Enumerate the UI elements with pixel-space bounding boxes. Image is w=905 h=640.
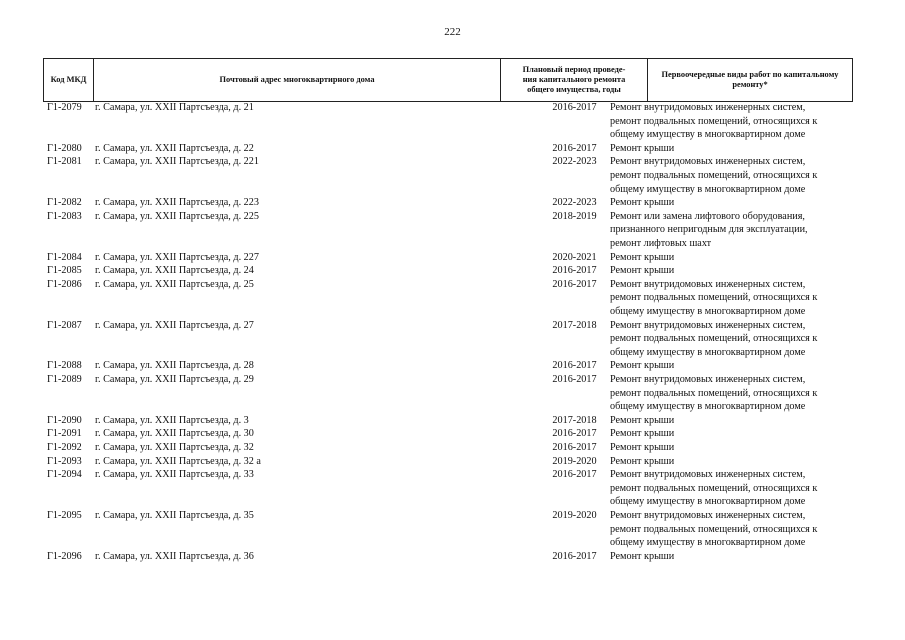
row-code: Г1-2085 — [47, 265, 82, 277]
row-works-line: Ремонт внутридомовых инженерных систем, — [610, 373, 806, 385]
row-code: Г1-2079 — [47, 102, 82, 113]
row-code: Г1-2081 — [47, 156, 82, 168]
row-code: Г1-2086 — [47, 278, 82, 290]
row-works — [610, 264, 674, 278]
row-period: 2016-2017 — [552, 469, 597, 481]
row-address: г. Самара, ул. XXII Партсъезда, д. 32 а — [95, 455, 261, 467]
row-address: г. Самара, ул. XXII Партсъезда, д. 33 — [95, 469, 254, 481]
row-works-line: Ремонт крыши — [610, 197, 675, 209]
row-address: г. Самара, ул. XXII Партсъезда, д. 28 — [95, 360, 254, 372]
row-works-line: Ремонт крыши — [610, 360, 675, 372]
row-works-line: ремонт подвальных помещений, относящихся к — [610, 169, 818, 181]
row-address: г. Самара, ул. XXII Партсъезда, д. 3 — [95, 414, 249, 426]
row-code: Г1-2082 — [47, 197, 82, 209]
row-address: г. Самара, ул. XXII Партсъезда, д. 221 — [95, 156, 259, 168]
row-works — [610, 319, 817, 360]
row-address: г. Самара, ул. XXII Партсъезда, д. 223 — [95, 197, 259, 209]
page-number: 222 — [444, 26, 461, 38]
row-works-line: общему имуществу в многоквартирном доме — [610, 537, 806, 549]
row-period: 2022-2023 — [552, 197, 597, 209]
row-code: Г1-2096 — [47, 550, 82, 562]
row-works — [610, 468, 817, 509]
row-works-line: общему имуществу в многоквартирном доме — [610, 401, 806, 413]
row-address: г. Самара, ул. XXII Партсъезда, д. 24 — [95, 265, 254, 277]
row-works-line: Ремонт крыши — [610, 142, 675, 154]
row-address: г. Самара, ул. XXII Партсъезда, д. 35 — [95, 509, 254, 521]
row-works-line: общему имуществу в многоквартирном доме — [610, 305, 806, 317]
row-period: 2020-2021 — [552, 251, 597, 263]
row-works — [610, 427, 674, 441]
row-address: г. Самара, ул. XXII Партсъезда, д. 36 — [95, 550, 254, 562]
table-row — [43, 101, 853, 142]
row-works-line: ремонт подвальных помещений, относящихся к — [610, 292, 818, 304]
row-code: Г1-2080 — [47, 142, 82, 154]
row-works — [610, 101, 817, 142]
header-period-line: ния капитального ремонта — [522, 75, 626, 84]
row-works-line: общему имуществу в многоквартирном доме — [610, 129, 806, 141]
row-address: г. Самара, ул. XXII Партсъезда, д. 32 — [95, 441, 254, 453]
row-works-line: ремонт лифтовых шахт — [610, 237, 712, 249]
row-works — [610, 441, 674, 455]
row-works-line: признанного непригодным для эксплуатации, — [610, 224, 808, 236]
row-period: 2017-2018 — [552, 414, 597, 426]
row-address: г. Самара, ул. XXII Партсъезда, д. 29 — [95, 373, 254, 385]
row-works-line: ремонт подвальных помещений, относящихся к — [610, 115, 818, 127]
row-works — [610, 155, 817, 196]
row-code: Г1-2090 — [47, 414, 82, 426]
row-works — [610, 359, 674, 373]
row-period: 2016-2017 — [552, 360, 597, 372]
row-period: 2016-2017 — [552, 102, 597, 113]
table-body — [43, 101, 853, 563]
row-works-line: ремонт подвальных помещений, относящихся к — [610, 387, 818, 399]
header-code: Код МКД — [43, 59, 94, 101]
row-code: Г1-2092 — [47, 441, 82, 453]
row-works — [610, 414, 674, 428]
row-works — [610, 210, 808, 251]
table-row — [43, 319, 853, 360]
row-works-line: Ремонт внутридомовых инженерных систем, — [610, 319, 806, 331]
table-row — [43, 550, 853, 564]
row-works-line: Ремонт или замена лифтового оборудования, — [610, 210, 805, 222]
row-works-line: Ремонт крыши — [610, 265, 675, 277]
table-row — [43, 196, 853, 210]
row-period: 2016-2017 — [552, 278, 597, 290]
row-code: Г1-2095 — [47, 509, 82, 521]
row-period: 2017-2018 — [552, 319, 597, 331]
row-works — [610, 550, 674, 564]
row-code: Г1-2091 — [47, 428, 82, 440]
row-address: г. Самара, ул. XXII Партсъезда, д. 25 — [95, 278, 254, 290]
row-address: г. Самара, ул. XXII Партсъезда, д. 22 — [95, 142, 254, 154]
table-row — [43, 509, 853, 550]
table-row — [43, 468, 853, 509]
row-code: Г1-2089 — [47, 373, 82, 385]
row-period: 2016-2017 — [552, 142, 597, 154]
table-row — [43, 427, 853, 441]
row-works — [610, 142, 674, 156]
header-works-line: Первоочередные виды работ по капитальному — [661, 70, 839, 79]
table-row — [43, 278, 853, 319]
header-period-line: Плановый период проведе- — [522, 65, 626, 74]
row-code: Г1-2083 — [47, 210, 82, 222]
row-code: Г1-2088 — [47, 360, 82, 372]
row-works-line: Ремонт крыши — [610, 550, 675, 562]
row-works-line: общему имуществу в многоквартирном доме — [610, 346, 806, 358]
header-works — [648, 59, 853, 101]
row-works-line: Ремонт крыши — [610, 428, 675, 440]
row-period: 2022-2023 — [552, 156, 597, 168]
row-period: 2016-2017 — [552, 550, 597, 562]
row-works-line: Ремонт внутридомовых инженерных систем, — [610, 509, 806, 521]
row-works — [610, 509, 817, 550]
row-code: Г1-2087 — [47, 319, 82, 331]
row-period: 2016-2017 — [552, 428, 597, 440]
row-works — [610, 278, 817, 319]
table-header — [43, 58, 853, 102]
table-row — [43, 210, 853, 251]
table-row — [43, 142, 853, 156]
row-works-line: ремонт подвальных помещений, относящихся к — [610, 333, 818, 345]
header-works-line: ремонту* — [732, 80, 768, 89]
row-works-line: Ремонт крыши — [610, 251, 675, 263]
row-works-line: Ремонт внутридомовых инженерных систем, — [610, 469, 806, 481]
row-works-line: общему имуществу в многоквартирном доме — [610, 183, 806, 195]
row-works-line: Ремонт крыши — [610, 455, 675, 467]
header-period — [501, 59, 648, 101]
table-row — [43, 264, 853, 278]
row-period: 2016-2017 — [552, 373, 597, 385]
row-works-line: ремонт подвальных помещений, относящихся к — [610, 523, 818, 535]
row-works-line: Ремонт внутридомовых инженерных систем, — [610, 156, 806, 168]
row-works — [610, 373, 817, 414]
row-address: г. Самара, ул. XXII Партсъезда, д. 27 — [95, 319, 254, 331]
row-works — [610, 455, 674, 469]
row-works-line: общему имуществу в многоквартирном доме — [610, 496, 806, 508]
row-code: Г1-2094 — [47, 469, 82, 481]
table-row — [43, 359, 853, 373]
table-row — [43, 441, 853, 455]
header-address: Почтовый адрес многоквартирного дома — [94, 59, 501, 101]
table-row — [43, 373, 853, 414]
row-address: г. Самара, ул. XXII Партсъезда, д. 30 — [95, 428, 254, 440]
row-works-line: ремонт подвальных помещений, относящихся к — [610, 482, 818, 494]
row-address: г. Самара, ул. XXII Партсъезда, д. 21 — [95, 102, 254, 113]
header-period-line: общего имущества, годы — [527, 85, 621, 94]
row-works-line: Ремонт внутридомовых инженерных систем, — [610, 102, 806, 113]
row-period: 2019-2020 — [552, 455, 597, 467]
row-works-line: Ремонт крыши — [610, 414, 675, 426]
row-works — [610, 251, 674, 265]
row-address: г. Самара, ул. XXII Партсъезда, д. 227 — [95, 251, 259, 263]
row-address: г. Самара, ул. XXII Партсъезда, д. 225 — [95, 210, 259, 222]
row-period: 2016-2017 — [552, 265, 597, 277]
table-row — [43, 455, 853, 469]
row-works-line: Ремонт крыши — [610, 441, 675, 453]
table-row — [43, 414, 853, 428]
row-code: Г1-2084 — [47, 251, 82, 263]
row-period: 2019-2020 — [552, 509, 597, 521]
row-code: Г1-2093 — [47, 455, 82, 467]
row-period: 2018-2019 — [552, 210, 597, 222]
row-works-line: Ремонт внутридомовых инженерных систем, — [610, 278, 806, 290]
table-row — [43, 251, 853, 265]
row-works — [610, 196, 674, 210]
row-period: 2016-2017 — [552, 441, 597, 453]
table-row — [43, 155, 853, 196]
